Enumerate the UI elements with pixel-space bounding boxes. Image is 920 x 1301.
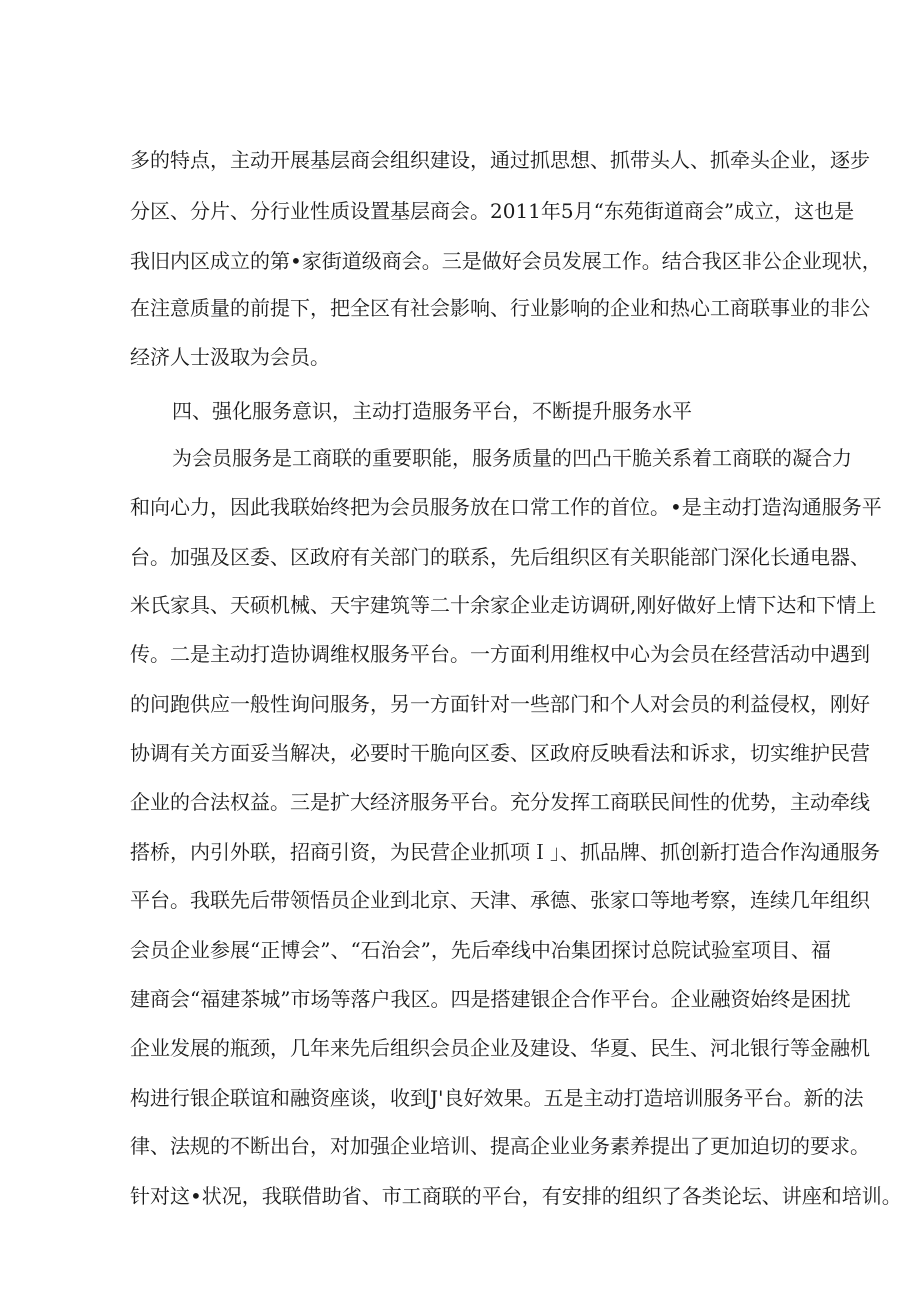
text-line: 多的特点，主动开展基层商会组织建设，通过抓思想、抓带头人、抓牵头企业，逐步 — [130, 148, 870, 172]
text-line: 传。二是主动打造协调维权服务平台。一方面利用维权中心为会员在经营活动中遇到 — [130, 642, 870, 666]
text-line: 米氏家具、天硕机械、天宇建筑等二十余家企业走访调研,刚好做好上情下达和下情上 — [130, 593, 877, 617]
text-line: 搭桥，内引外联，招商引资，为民营企业抓项Ｉ」、抓品牌、抓创新打造合作沟通服务 — [130, 840, 880, 864]
text-line: 的问跑供应一般性询问服务，另一方面针对一些部门和个人对会员的利益侵权，刚好 — [130, 692, 870, 716]
text-line: 经济人士汲取为会员。 — [130, 345, 330, 369]
text-line: 为会员服务是工商联的重要职能，服务质量的凹凸干脆关系着工商联的凝合力 — [172, 446, 852, 470]
text-line: 在注意质量的前提下，把全区有社会影响、行业影响的企业和热心工商联事业的非公 — [130, 296, 870, 320]
text-line: 企业的合法权益。三是扩大经济服务平台。充分发挥工商联民间性的优势，主动牵线 — [130, 790, 870, 814]
text-line: 会员企业参展“正博会”、“石治会”，先后牵线中冶集团探讨总院试验室项目、福 — [130, 938, 831, 962]
text-line: 企业发展的瓶颈，几年来先后组织会员企业及建设、华夏、民生、河北银行等金融机 — [130, 1036, 870, 1060]
text-line: 分区、分片、分行业性质设置基层商会。2011年5月“东苑街道商会”成立，这也是 — [130, 199, 855, 223]
section-heading: 四、强化服务意识，主动打造服务平台，不断提升服务水平 — [172, 399, 692, 423]
text-line: 和向心力，因此我联始终把为会员服务放在口常工作的首位。•是主动打造沟通服务平 — [130, 495, 882, 519]
text-line: 律、法规的不断出台，对加强企业培训、提高企业业务素养提出了更加迫切的要求。 — [130, 1134, 870, 1158]
text-line: 协调有关方面妥当解决，必要时干脆向区委、区政府反映看法和诉求，切实维护民营 — [130, 741, 870, 765]
text-line: 平台。我联先后带领悟员企业到北京、天津、承德、张家口等地考察，连续几年组织 — [130, 888, 870, 912]
text-line: 针对这•状况，我联借助省、市工商联的平台，有安排的组织了各类论坛、讲座和培训。 — [130, 1184, 902, 1208]
text-line: 台。加强及区委、区政府有关部门的联系，先后组织区有关职能部门深化长通电器、 — [130, 545, 870, 569]
text-line: 建商会“福建茶城”市场等落户我区。四是搭建银企合作平台。企业融资始终是困扰 — [130, 987, 851, 1011]
text-line: 构进行银企联谊和融资座谈，收到J'良好效果。五是主动打造培训服务平台。新的法 — [130, 1086, 864, 1110]
text-line: 我旧内区成立的第•家街道级商会。三是做好会员发展工作。结合我区非公企业现状， — [130, 249, 882, 273]
